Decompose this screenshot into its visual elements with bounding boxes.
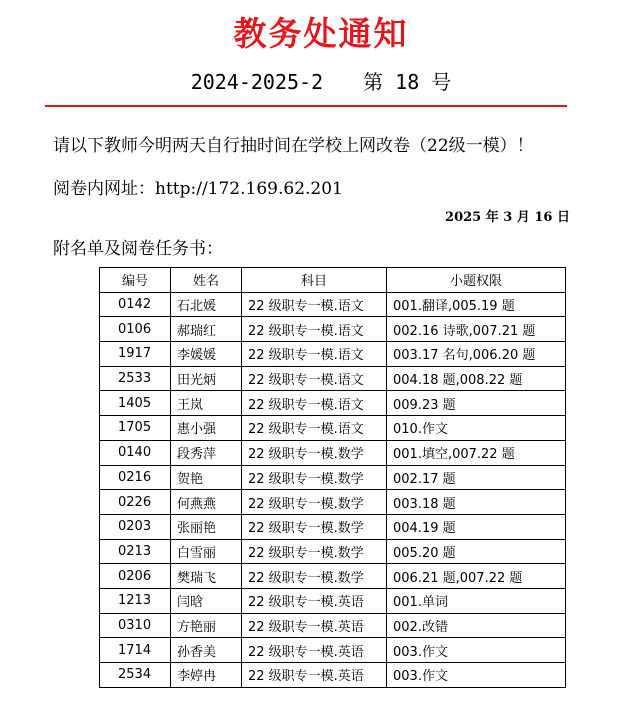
cell-subject: 22 级职专一模.英语 bbox=[242, 663, 387, 688]
red-divider bbox=[45, 105, 567, 107]
table-row bbox=[100, 564, 566, 589]
cell-id: 2533 bbox=[100, 366, 171, 391]
notice-date: 2025 年 3 月 16 日 bbox=[445, 210, 570, 225]
cell-id: 1213 bbox=[100, 588, 171, 613]
grading-url: 阅卷内网址：http://172.169.62.201 bbox=[53, 179, 343, 199]
cell-id: 0140 bbox=[100, 440, 171, 465]
cell-subject: 22 级职专一模.语文 bbox=[242, 317, 387, 342]
table-row bbox=[100, 638, 566, 663]
cell-permission: 006.21 题,007.22 题 bbox=[387, 564, 566, 589]
cell-id: 0106 bbox=[100, 317, 171, 342]
cell-subject: 22 级职专一模.数学 bbox=[242, 514, 387, 539]
table-row bbox=[100, 366, 566, 391]
table-row bbox=[100, 663, 566, 688]
table-row bbox=[100, 613, 566, 638]
cell-permission: 010.作文 bbox=[387, 416, 566, 441]
cell-subject: 22 级职专一模.数学 bbox=[242, 539, 387, 564]
cell-permission: 005.20 题 bbox=[387, 539, 566, 564]
header-id: 编号 bbox=[100, 268, 171, 293]
cell-permission: 004.18 题,008.22 题 bbox=[387, 366, 566, 391]
cell-permission: 002.17 题 bbox=[387, 465, 566, 490]
cell-id: 0216 bbox=[100, 465, 171, 490]
header-name: 姓名 bbox=[171, 268, 242, 293]
table-row bbox=[100, 292, 566, 317]
table-row bbox=[100, 465, 566, 490]
cell-name: 白雪丽 bbox=[171, 539, 242, 564]
cell-permission: 002.16 诗歌,007.21 题 bbox=[387, 317, 566, 342]
cell-id: 1714 bbox=[100, 638, 171, 663]
cell-subject: 22 级职专一模.语文 bbox=[242, 292, 387, 317]
attachment-heading: 附名单及阅卷任务书： bbox=[53, 239, 223, 259]
cell-name: 孙香美 bbox=[171, 638, 242, 663]
table-row bbox=[100, 342, 566, 367]
cell-permission: 002.改错 bbox=[387, 613, 566, 638]
cell-name: 王岚 bbox=[171, 391, 242, 416]
cell-name: 李媛媛 bbox=[171, 342, 242, 367]
grading-task-table bbox=[99, 267, 566, 688]
document-number bbox=[0, 66, 642, 95]
table-row bbox=[100, 588, 566, 613]
cell-name: 郝瑞红 bbox=[171, 317, 242, 342]
cell-subject: 22 级职专一模.语文 bbox=[242, 391, 387, 416]
cell-id: 0142 bbox=[100, 292, 171, 317]
cell-permission: 001.单词 bbox=[387, 588, 566, 613]
cell-name: 段秀萍 bbox=[171, 440, 242, 465]
table-row bbox=[100, 490, 566, 515]
cell-id: 0226 bbox=[100, 490, 171, 515]
cell-subject: 22 级职专一模.英语 bbox=[242, 613, 387, 638]
cell-permission: 003.18 题 bbox=[387, 490, 566, 515]
cell-permission: 004.19 题 bbox=[387, 514, 566, 539]
table-row bbox=[100, 539, 566, 564]
cell-id: 1405 bbox=[100, 391, 171, 416]
cell-name: 石北媛 bbox=[171, 292, 242, 317]
notice-instruction: 请以下教师今明两天自行抽时间在学校上网改卷（22级一模）！ bbox=[53, 136, 534, 156]
header-permission: 小题权限 bbox=[387, 268, 566, 293]
cell-id: 1705 bbox=[100, 416, 171, 441]
cell-id: 0203 bbox=[100, 514, 171, 539]
table-row bbox=[100, 317, 566, 342]
cell-permission: 009.23 题 bbox=[387, 391, 566, 416]
table-row bbox=[100, 440, 566, 465]
cell-subject: 22 级职专一模.语文 bbox=[242, 366, 387, 391]
table-row bbox=[100, 514, 566, 539]
term-label: 2024-2025-2 bbox=[190, 70, 324, 94]
cell-id: 0206 bbox=[100, 564, 171, 589]
cell-subject: 22 级职专一模.语文 bbox=[242, 416, 387, 441]
cell-name: 张丽艳 bbox=[171, 514, 242, 539]
cell-subject: 22 级职专一模.数学 bbox=[242, 564, 387, 589]
cell-subject: 22 级职专一模.语文 bbox=[242, 342, 387, 367]
cell-id: 1917 bbox=[100, 342, 171, 367]
cell-name: 樊瑞飞 bbox=[171, 564, 242, 589]
cell-id: 0213 bbox=[100, 539, 171, 564]
cell-subject: 22 级职专一模.数学 bbox=[242, 465, 387, 490]
cell-permission: 003.17 名句,006.20 题 bbox=[387, 342, 566, 367]
cell-id: 0310 bbox=[100, 613, 171, 638]
cell-permission: 003.作文 bbox=[387, 663, 566, 688]
cell-id: 2534 bbox=[100, 663, 171, 688]
cell-subject: 22 级职专一模.英语 bbox=[242, 638, 387, 663]
cell-permission: 001.填空,007.22 题 bbox=[387, 440, 566, 465]
table-row bbox=[100, 391, 566, 416]
cell-subject: 22 级职专一模.数学 bbox=[242, 440, 387, 465]
table-header-row bbox=[100, 268, 566, 293]
cell-name: 贺艳 bbox=[171, 465, 242, 490]
cell-name: 田光炳 bbox=[171, 366, 242, 391]
cell-subject: 22 级职专一模.数学 bbox=[242, 490, 387, 515]
cell-name: 惠小强 bbox=[171, 416, 242, 441]
cell-subject: 22 级职专一模.英语 bbox=[242, 588, 387, 613]
notice-title: 教务处通知 bbox=[233, 14, 409, 53]
cell-name: 闫晗 bbox=[171, 588, 242, 613]
cell-name: 李婷冉 bbox=[171, 663, 242, 688]
cell-name: 何燕燕 bbox=[171, 490, 242, 515]
issue-number: 第 18 号 bbox=[363, 70, 452, 94]
table-row bbox=[100, 416, 566, 441]
cell-name: 方艳丽 bbox=[171, 613, 242, 638]
cell-permission: 001.翻译,005.19 题 bbox=[387, 292, 566, 317]
cell-permission: 003.作文 bbox=[387, 638, 566, 663]
header-subject: 科目 bbox=[242, 268, 387, 293]
